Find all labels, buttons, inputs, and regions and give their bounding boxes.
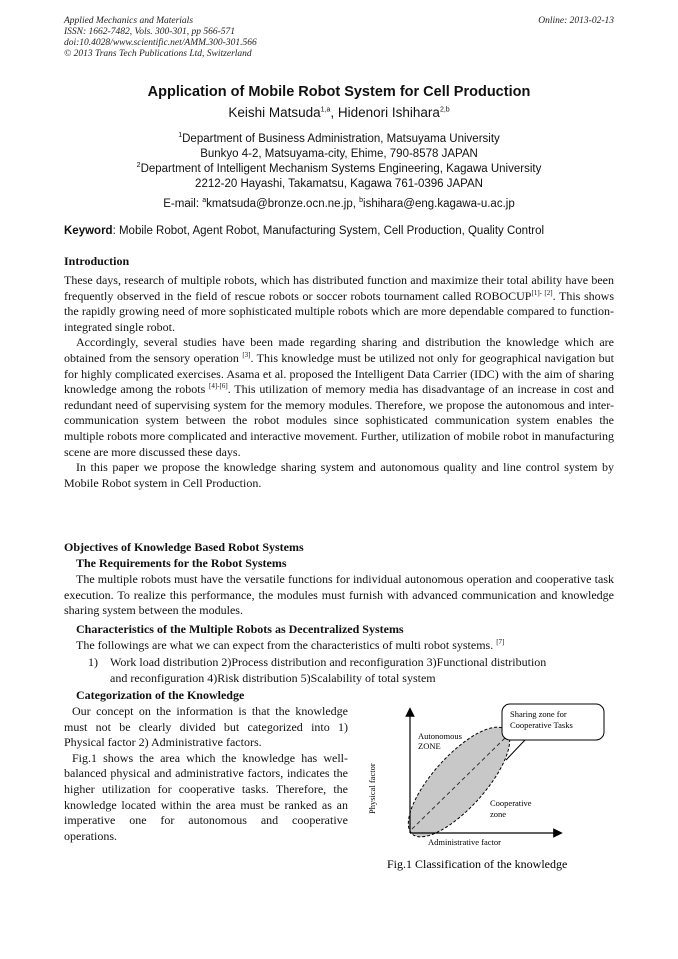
intro-paragraph-2: Accordingly, several studies have been made regarding sharing and distribution the knowledge which are obtained from the sensory operation [3]. This knowledge must be utilized not only for geographical navigation but for highly complicated exercises. Asama et al. proposed the Intelligent Data Carrier (IDC) with the aim of sharing knowledge among the robots [4]-[6]. This utilization of memory media has disadvantage of an increase in cost and redundant need of supervising system for the memory modules. Therefore, we propose the autonomous and inter-communication system between the robot modules since sophisticated communication system enables the multiple robots more complicated and interactive movement. Further, utilization of mobile robot in manufacturing scene are more discussed these days. (64, 335, 614, 459)
requirements-paragraph: The multiple robots must have the versatile functions for individual autonomous operation and cooperative task execution. To realize this performance, the modules must furnish with advanced communication and knowledge sharing system between the modules. (64, 572, 614, 618)
keyword-line (64, 225, 544, 237)
affiliation-2-address: 2212-20 Hayashi, Takamatsu, Kagawa 761-0396 JAPAN (195, 178, 483, 190)
header-block (64, 16, 257, 60)
expectations-list (88, 655, 614, 686)
keyword-text: : Mobile Robot, Agent Robot, Manufacturing System, Cell Production, Quality Control (112, 225, 545, 237)
affiliations (0, 132, 678, 192)
categorization-subheading: Categorization of the Knowledge (76, 688, 245, 702)
objectives-heading: Objectives of Knowledge Based Robot Systems (64, 540, 304, 554)
categorization-paragraph-1: Our concept on the information is that the knowledge must not be clearly divided but categorized into 1) Physical factor 2) Administrative factors. (64, 704, 348, 750)
issn-line: ISSN: 1662-7482, Vols. 300-301, pp 566-571 (64, 27, 235, 37)
copyright-line: © 2013 Trans Tech Publications Ltd, Switzerland (64, 49, 252, 59)
categorization-paragraph-2: Fig.1 shows the area which the knowledge has well-balanced physical and administrative factors, indicates the higher utilization for cooperative tasks. Therefore, the knowledge located within the area must be ranked as an imperative one for autonomous and cooperative operations. (64, 750, 348, 843)
email-a-sup: a (202, 197, 207, 205)
aff2-line1: Department of Intelligent Mechanism Systems Engineering, Kagawa University (140, 163, 542, 175)
journal-name: Applied Mechanics and Materials (64, 16, 194, 26)
aff2-sup: 2 (136, 162, 141, 170)
characteristics-paragraph: The followings are what we can expect from the characteristics of multi robot systems. [7] (76, 638, 505, 652)
requirements-subheading: The Requirements for the Robot Systems (76, 556, 287, 570)
callout-line-1: Sharing zone for (510, 709, 567, 719)
affiliation-2 (0, 162, 678, 177)
cooperative-label-2: zone (490, 809, 507, 819)
email-line (0, 197, 678, 212)
doi-line: doi:10.4028/www.scientific.net/AMM.300-301.566 (64, 38, 257, 48)
x-axis-label: Administrative factor (428, 837, 501, 847)
autonomous-label-2: ZONE (418, 741, 441, 751)
intro-paragraph-1: These days, research of multiple robots, which has distributed function and maximize their total ability have been frequently observed in the field of rescue robots or soccer robots tournament called ROBOCUP[1]- [2]. This shows the rapidly growing need of more sophisticated multiple robots which are more dependable compared to function-integrated single robot. (64, 273, 615, 334)
figure-1 (360, 702, 620, 880)
intro-paragraph-3: In this paper we propose the knowledge sharing system and autonomous quality and line control system by Mobile Robot system in Cell Production. (64, 460, 614, 490)
author-2: Hidenori Ishihara (337, 105, 440, 120)
list-line-1: Work load distribution 2)Process distribution and reconfiguration 3)Functional distribution (110, 655, 547, 669)
author-list (0, 105, 678, 120)
left-column-text (64, 704, 348, 844)
callout-line-2: Cooperative Tasks (510, 720, 573, 730)
intro-body (64, 273, 614, 491)
author-sep: , (330, 105, 338, 120)
affiliation-1-address: Bunkyo 4-2, Matsuyama-city, Ehime, 790-8578 JAPAN (200, 148, 478, 160)
list-number: 1) (88, 655, 98, 669)
author-1-sup: 1,a (320, 106, 331, 114)
email-b-sup: b (359, 197, 364, 205)
email-a[interactable]: kmatsuda@bronze.ocn.ne.jp, (206, 198, 360, 210)
autonomous-label-1: Autonomous (418, 731, 462, 741)
author-1: Keishi Matsuda (228, 105, 321, 120)
online-date: Online: 2013-02-13 (538, 16, 614, 26)
cooperative-label-1: Cooperative (490, 798, 532, 808)
keyword-label: Keyword (64, 225, 113, 237)
intro-heading: Introduction (64, 254, 130, 268)
affiliation-1 (0, 132, 678, 147)
email-b[interactable]: ishihara@eng.kagawa-u.ac.jp (363, 198, 515, 210)
author-2-sup: 2,b (439, 106, 450, 114)
list-line-2: and reconfiguration 4)Risk distribution 5)Scalability of total system (110, 670, 436, 685)
characteristics-subheading: Characteristics of the Multiple Robots as Decentralized Systems (76, 622, 404, 636)
y-axis-label: Physical factor (367, 763, 377, 814)
paper-title: Application of Mobile Robot System for Cell Production (147, 84, 531, 100)
figure-caption: Fig.1 Classification of the knowledge (387, 857, 568, 871)
aff1-line1: Department of Business Administration, Matsuyama University (182, 133, 500, 145)
email-prefix: E-mail: (163, 198, 203, 210)
aff1-sup: 1 (178, 132, 183, 140)
